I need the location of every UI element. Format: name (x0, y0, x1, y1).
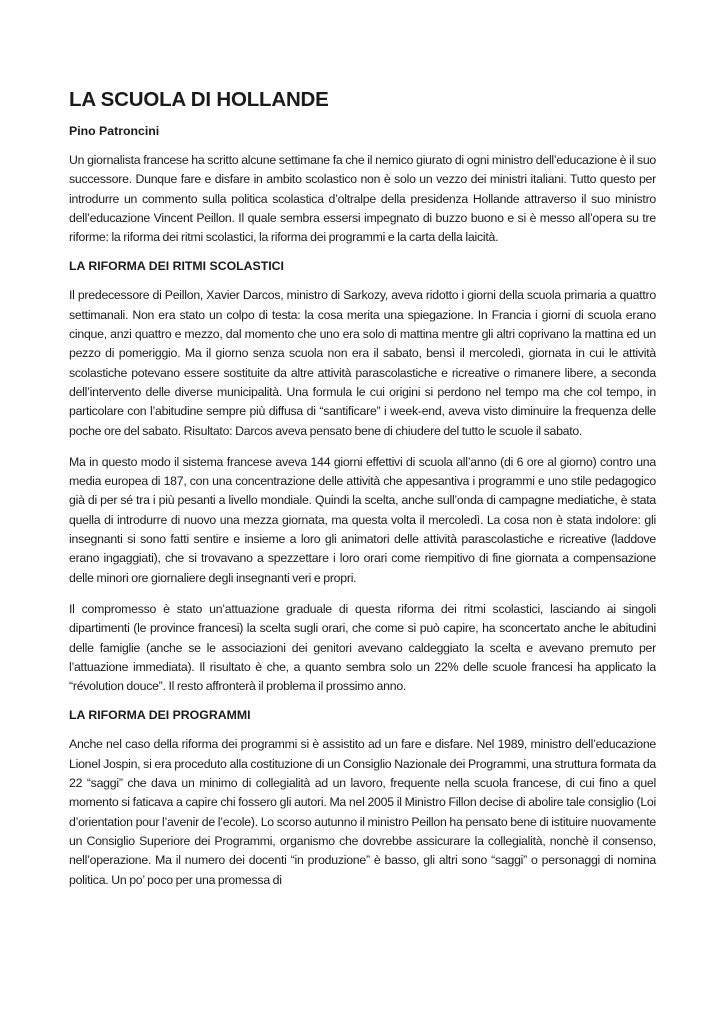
author-name: Pino Patroncini (69, 124, 160, 138)
paragraph-ritmi-3: Il compromesso è stato un’attuazione graduale di questa riforma dei ritmi scolastici, lasciando ai singoli dipartimenti (le province francesi) la scelta sugli orari, che come si può capire, ha sconcertato anche le abitudini delle famiglie (anche se le associazioni dei genitori avevano caldeggiato la scelta e avevano premuto per l’attuazione immediata). Il risultato è che, a quanto sembra solo un 22% delle scuole francesi ha applicato la “révolution douce”. Il resto affronterà il problema il prossimo anno. (69, 601, 656, 694)
intro-paragraph: Un giornalista francese ha scritto alcune settimane fa che il nemico giurato di ogni ministro dell’educazione è il suo successore. Dunque fare e disfare in ambito scolastico non è solo un vezzo dei ministri italiani. Tutto questo per introdurre un commento sulla politica scolastica d’oltralpe della presidenza Hollande attraverso il suo ministro dell’educazione Vincent Peillon. Il quale sembra essersi impegnato di buzzo buono e si è messo all’opera su tre riforme: la riforma dei ritmi scolastici, la riforma dei programmi e la carta della laicità. (69, 153, 656, 245)
paragraph-programmi-1: Anche nel caso della riforma dei programmi si è assistito ad un fare e disfare. Nel 1989, ministro dell’educazione Lionel Jospin, si era proceduto alla costituzione di un Consiglio Nazionale dei Programmi, una struttura formata da 22 “saggi” che dava un minimo di collegialità ad un lavoro, frequente nella scuola francese, di cui fino a quel momento si faticava a capire chi fossero gli autori. Ma nel 2005 il Ministro Fillon decise di abolire tale consiglio (Loi d’orientation pour l’avenir de l’ecole). Lo scorso autunno il ministro Peillon ha pensato bene di istituire nuovamente un Consiglio Superiore dei Programmi, organismo che dovrebbe assicurare la collegialità, nonchè il consenso, nell’operazione. Ma il numero dei docenti “in produzione” è basso, gli altri sono “saggi” o personaggi di nomina politica. Un po’ poco per una promessa di (69, 737, 656, 887)
paragraph-ritmi-1: Il predecessore di Peillon, Xavier Darcos, ministro di Sarkozy, aveva ridotto i giorni della scuola primaria a quattro settimanali. Non era stato un colpo di testa: la cosa merita una spiegazione. In Francia i giorni di scuola erano cinque, anzi quattro e mezzo, dal momento che uno era solo di mattina mentre gli altri coprivano la mattina ed un pezzo di pomeriggio. Ma il giorno senza scuola non era il sabato, bensì il mercoledì, giornata in cui le attività scolastiche potevano essere sostituite da altre attività parascolastiche e ricreative o rimanere libere, a seconda dell’intervento delle diverse municipalità. Una formula le cui origini si perdono nel tempo ma che col tempo, in particolare con l’abitudine sempre più diffusa di “santificare” i week-end, aveva visto diminuire la frequenza delle poche ore del sabato. Risultato: Darcos aveva pensato bene di chiudere del tutto le scuole il sabato. (69, 288, 656, 438)
document-title: LA SCUOLA DI HOLLANDE (69, 88, 329, 111)
document-page (69, 88, 656, 902)
section-heading-ritmi: LA RIFORMA DEI RITMI SCOLASTICI (69, 259, 284, 274)
paragraph-ritmi-2: Ma in questo modo il sistema francese aveva 144 giorni effettivi di scuola all’anno (di 6 ore al giorno) contro una media europea di 187, con una concentrazione delle attività che appesantiva i programmi e uno stile pedagogico già di per sé tra i più pesanti a livello mondiale. Quindi la scelta, anche sull’onda di campagne mediatiche, è stata quella di introdurre di nuovo una mezza giornata, ma questa volta il mercoledì. La cosa non è stata indolore: gli insegnanti si sono fatti sentire e insieme a loro gli animatori delle attività parascolastiche e ricreative (laddove erano ingaggiati), che si trovavano a spezzettare i loro orari come riempitivo di fine giornata a compensazione delle minori ore giornaliere degli insegnanti veri e propri. (69, 454, 656, 585)
section-heading-programmi: LA RIFORMA DEI PROGRAMMI (69, 708, 251, 723)
